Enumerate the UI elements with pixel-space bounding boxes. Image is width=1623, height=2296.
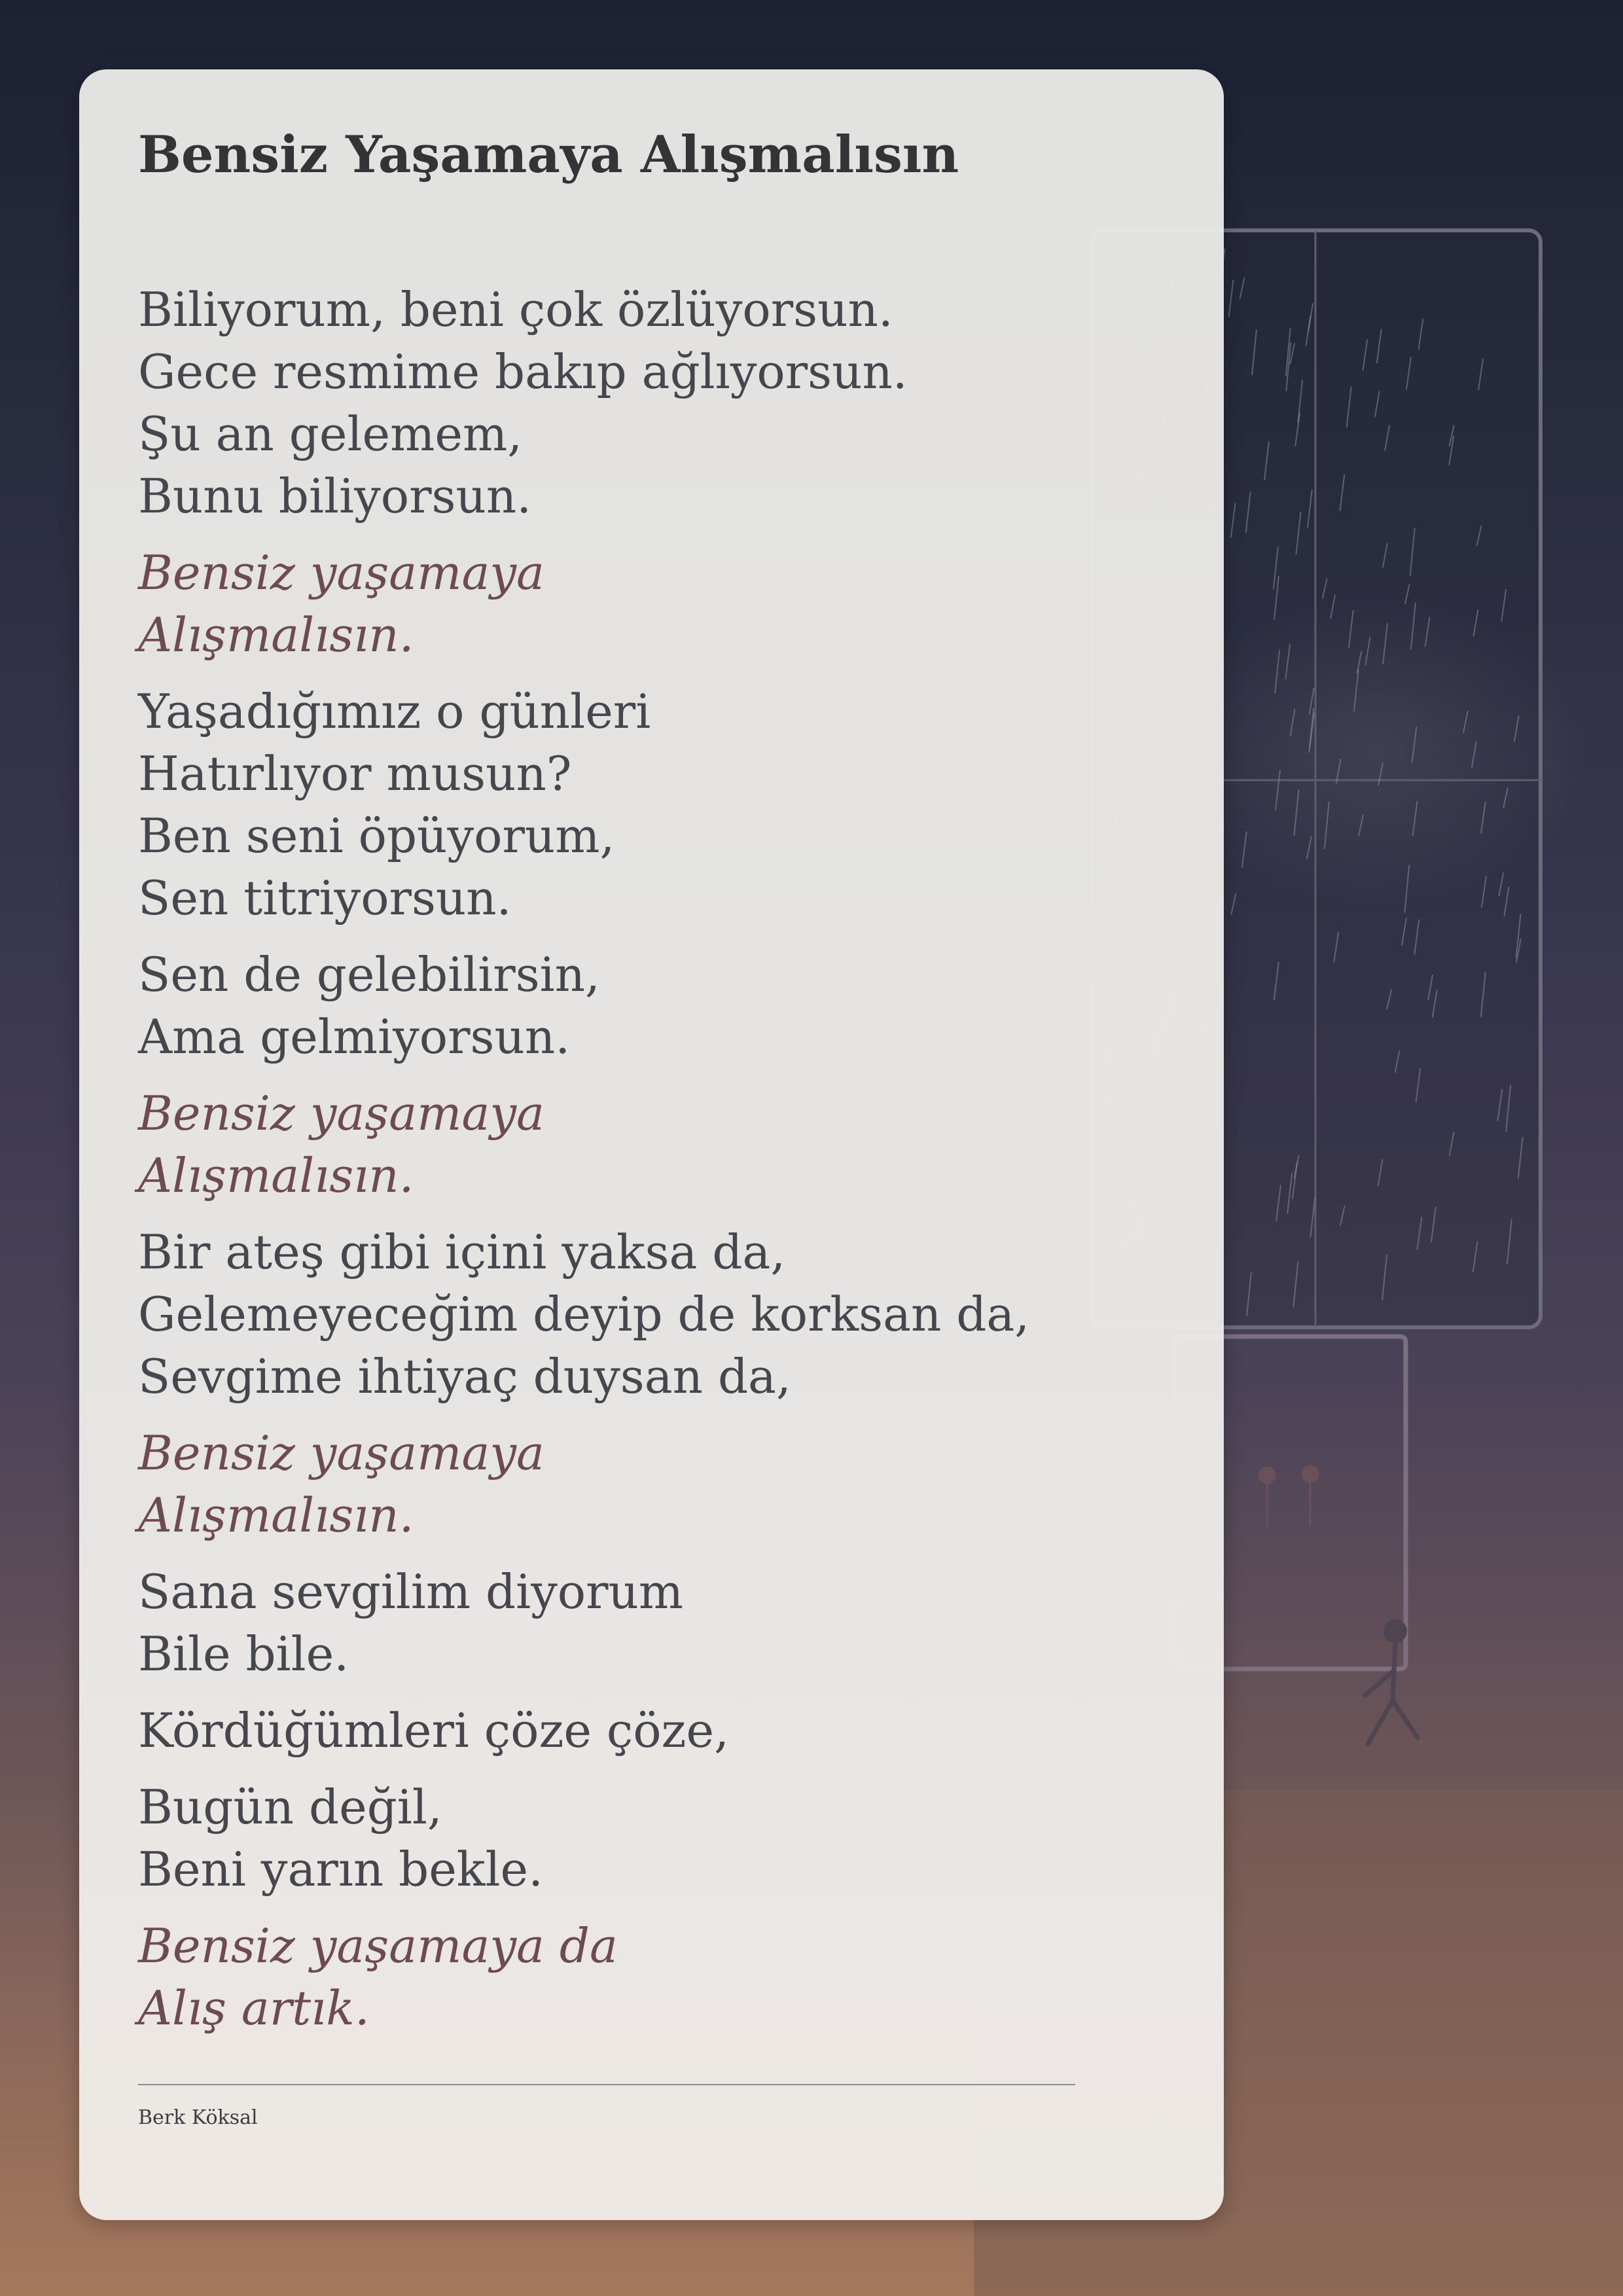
poem-line: Ama gelmiyorsun. xyxy=(138,1009,571,1064)
stanza xyxy=(138,1561,1185,1685)
refrain-line: Bensiz yaşamaya xyxy=(138,1086,544,1141)
poem-line: Bile bile. xyxy=(138,1626,349,1681)
poem-line: Gelemeyeceğim deyip de korksan da, xyxy=(138,1287,1030,1342)
poem-line: Biliyorum, beni çok özlüyorsun. xyxy=(138,282,893,337)
refrain-line: Bensiz yaşamaya da xyxy=(138,1918,618,1973)
poem-line: Sen titriyorsun. xyxy=(138,870,512,925)
poem-line: Yaşadığımız o günleri xyxy=(138,684,651,739)
poem-line: Sana sevgilim diyorum xyxy=(138,1564,684,1619)
refrain-stanza xyxy=(138,1083,1185,1207)
poem-line: Bugün değil, xyxy=(138,1780,442,1835)
poem-line: Sen de gelebilirsin, xyxy=(138,947,600,1002)
poem-card xyxy=(79,69,1224,2220)
poem-line: Şu an gelemem, xyxy=(138,406,523,461)
stanza xyxy=(138,944,1185,1068)
poem-title: Bensiz Yaşamaya Alışmalısın xyxy=(138,125,959,185)
refrain-line: Bensiz yaşamaya xyxy=(138,1426,544,1480)
stanza xyxy=(138,681,1185,929)
poem-line: Gece resmime bakıp ağlıyorsun. xyxy=(138,344,908,399)
picture-figures xyxy=(1259,1466,1318,1526)
poem-line: Beni yarın bekle. xyxy=(138,1842,543,1897)
poem-line: Ben seni öpüyorum, xyxy=(138,808,615,863)
refrain-stanza xyxy=(138,542,1185,666)
stanza xyxy=(138,1776,1185,1901)
poem-body xyxy=(138,279,1185,2054)
poem-line: Bunu biliyorsun. xyxy=(138,469,532,524)
poem-line: Hatırlıyor musun? xyxy=(138,746,572,801)
poem-line: Bir ateş gibi içini yaksa da, xyxy=(138,1225,786,1280)
stanza xyxy=(138,1700,1185,1762)
refrain-line: Bensiz yaşamaya xyxy=(138,545,544,600)
divider xyxy=(138,2084,1075,2085)
author-name: Berk Köksal xyxy=(138,2106,258,2129)
poem-line: Sevgime ihtiyaç duysan da, xyxy=(138,1349,791,1404)
stick-figure xyxy=(1365,1619,1418,1744)
stanza xyxy=(138,279,1185,528)
refrain-stanza xyxy=(138,1422,1185,1547)
poem-line: Kördüğümleri çöze çöze, xyxy=(138,1703,729,1758)
refrain-line: Alışmalısın. xyxy=(138,1148,414,1203)
stanza xyxy=(138,1221,1185,1408)
refrain-stanza xyxy=(138,1915,1185,2039)
refrain-line: Alışmalısın. xyxy=(138,1488,414,1543)
refrain-line: Alışmalısın. xyxy=(138,607,414,662)
refrain-line: Alış artık. xyxy=(138,1981,370,2036)
